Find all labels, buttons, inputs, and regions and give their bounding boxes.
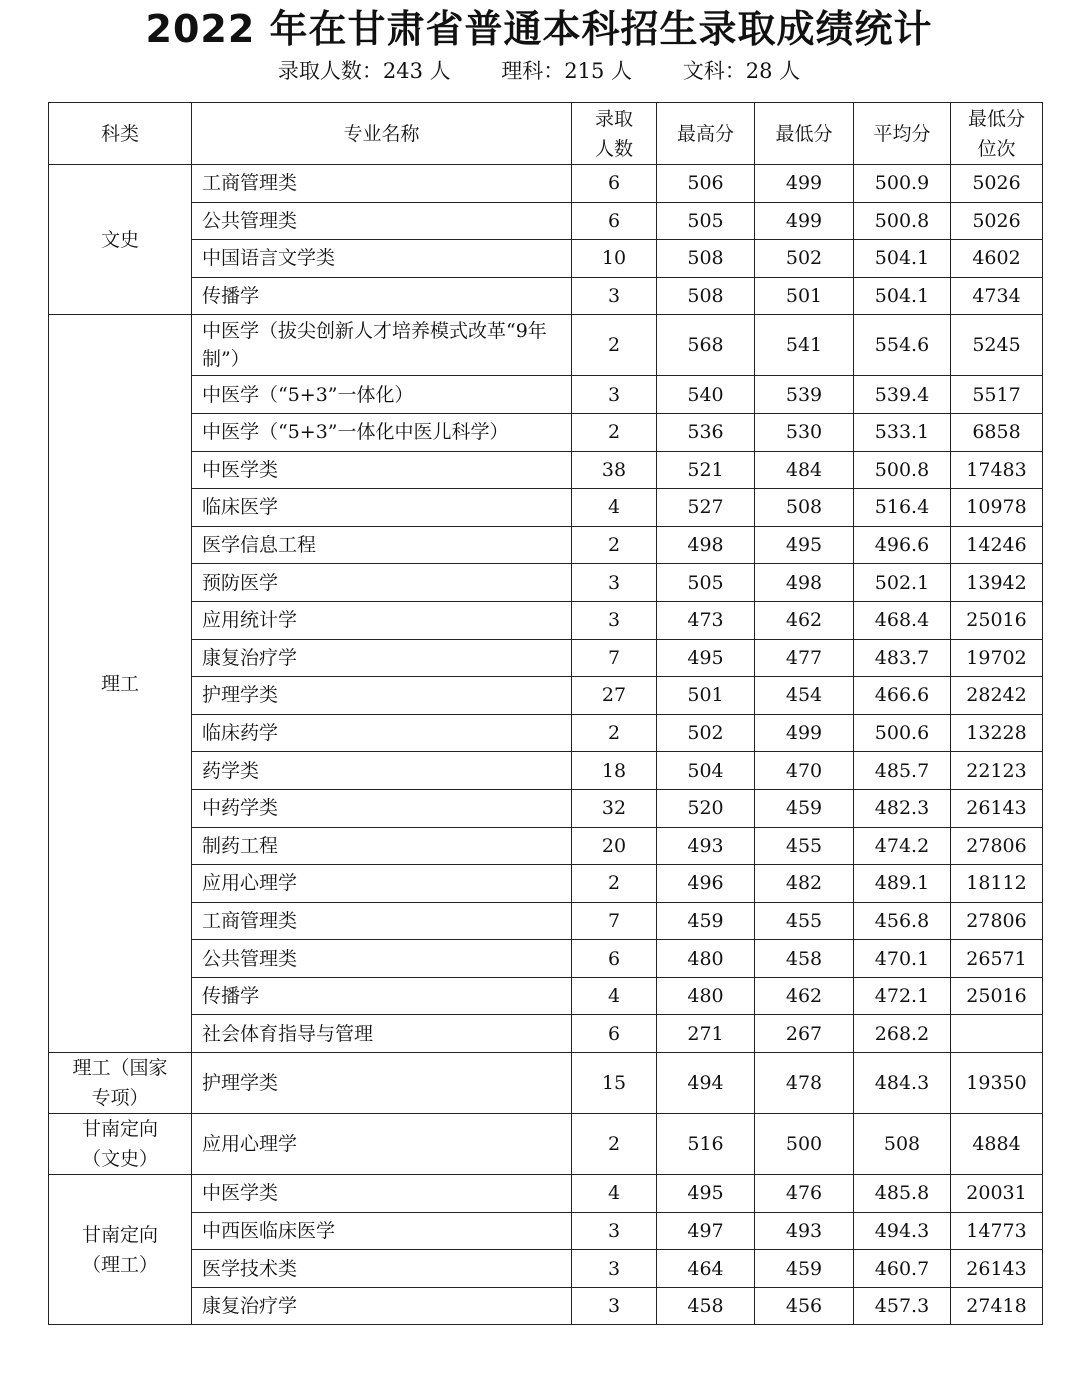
- major-name-cell: 医学信息工程: [192, 526, 572, 564]
- max-score-cell: 520: [657, 789, 755, 827]
- major-name-cell: 中西医临床医学: [192, 1212, 572, 1250]
- min-score-cell: 456: [755, 1287, 854, 1325]
- min-score-cell: 493: [755, 1212, 854, 1250]
- avg-score-cell: 508: [854, 1114, 951, 1175]
- summary-total: 录取人数：243 人: [277, 59, 451, 83]
- major-name-cell: 药学类: [192, 752, 572, 790]
- admitted-count-cell: 6: [572, 940, 657, 978]
- max-score-cell: 502: [657, 714, 755, 752]
- min-score-cell: 477: [755, 639, 854, 677]
- header-min-score: 最低分: [755, 103, 854, 165]
- major-name-cell: 临床医学: [192, 489, 572, 527]
- avg-score-cell: 504.1: [854, 277, 951, 315]
- table-row: [49, 202, 1043, 240]
- avg-score-cell: 500.9: [854, 165, 951, 203]
- avg-score-cell: 268.2: [854, 1015, 951, 1053]
- header-min-rank: 最低分位次: [951, 103, 1043, 165]
- max-score-cell: 501: [657, 677, 755, 715]
- admitted-count-cell: 6: [572, 202, 657, 240]
- major-name-cell: 中医学类: [192, 451, 572, 489]
- max-score-cell: 480: [657, 977, 755, 1015]
- min-rank-cell: 20031: [951, 1175, 1043, 1213]
- header-admitted-count: 录取人数: [572, 103, 657, 165]
- max-score-cell: 473: [657, 601, 755, 639]
- min-rank-cell: 28242: [951, 677, 1043, 715]
- min-score-cell: 541: [755, 315, 854, 376]
- table-row: [49, 240, 1043, 278]
- min-score-cell: 500: [755, 1114, 854, 1175]
- min-rank-cell: 4734: [951, 277, 1043, 315]
- table-row: [49, 165, 1043, 203]
- major-name-cell: 传播学: [192, 977, 572, 1015]
- admitted-count-cell: 4: [572, 489, 657, 527]
- avg-score-cell: 554.6: [854, 315, 951, 376]
- major-name-cell: 临床药学: [192, 714, 572, 752]
- min-score-cell: 539: [755, 376, 854, 414]
- max-score-cell: 527: [657, 489, 755, 527]
- major-name-cell: 传播学: [192, 277, 572, 315]
- table-row: [49, 277, 1043, 315]
- table-row: [49, 1015, 1043, 1053]
- admitted-count-cell: 32: [572, 789, 657, 827]
- admitted-count-cell: 2: [572, 413, 657, 451]
- avg-score-cell: 472.1: [854, 977, 951, 1015]
- max-score-cell: 504: [657, 752, 755, 790]
- admitted-count-cell: 10: [572, 240, 657, 278]
- admitted-count-cell: 2: [572, 315, 657, 376]
- summary-science: 理科：215 人: [501, 59, 633, 83]
- max-score-cell: 459: [657, 902, 755, 940]
- avg-score-cell: 457.3: [854, 1287, 951, 1325]
- avg-score-cell: 539.4: [854, 376, 951, 414]
- max-score-cell: 497: [657, 1212, 755, 1250]
- header-category: 科类: [49, 103, 192, 165]
- table-row: [49, 714, 1043, 752]
- category-cell: [49, 1114, 192, 1175]
- category-label: 理工（国家专项）: [72, 1057, 168, 1110]
- min-rank-cell: 4884: [951, 1114, 1043, 1175]
- admitted-count-cell: 15: [572, 1053, 657, 1114]
- min-score-cell: 499: [755, 202, 854, 240]
- table-row: [49, 752, 1043, 790]
- table-row: [49, 827, 1043, 865]
- major-name-cell: 应用统计学: [192, 601, 572, 639]
- category-label: 甘南定向（文史）: [81, 1118, 158, 1171]
- min-rank-cell: 27806: [951, 827, 1043, 865]
- admitted-count-cell: 2: [572, 714, 657, 752]
- max-score-cell: 508: [657, 240, 755, 278]
- max-score-cell: 516: [657, 1114, 755, 1175]
- min-rank-cell: 25016: [951, 601, 1043, 639]
- header-max-score: 最高分: [657, 103, 755, 165]
- admitted-count-cell: 3: [572, 277, 657, 315]
- min-rank-cell: 6858: [951, 413, 1043, 451]
- min-score-cell: 267: [755, 1015, 854, 1053]
- table-row: [49, 489, 1043, 527]
- category-label: 理工: [100, 672, 139, 695]
- major-name-cell: 预防医学: [192, 564, 572, 602]
- min-score-cell: 462: [755, 977, 854, 1015]
- min-rank-cell: 22123: [951, 752, 1043, 790]
- max-score-cell: 464: [657, 1250, 755, 1288]
- min-score-cell: 458: [755, 940, 854, 978]
- category-label: 文史: [100, 228, 139, 251]
- major-name-cell: 中药学类: [192, 789, 572, 827]
- admitted-count-cell: 27: [572, 677, 657, 715]
- admission-score-table: [48, 102, 1043, 1325]
- admitted-count-cell: 3: [572, 1250, 657, 1288]
- major-name-cell: 公共管理类: [192, 202, 572, 240]
- avg-score-cell: 494.3: [854, 1212, 951, 1250]
- min-score-cell: 499: [755, 714, 854, 752]
- max-score-cell: 506: [657, 165, 755, 203]
- avg-score-cell: 485.8: [854, 1175, 951, 1213]
- min-rank-cell: 26571: [951, 940, 1043, 978]
- major-name-cell: 中国语言文学类: [192, 240, 572, 278]
- min-rank-cell: 25016: [951, 977, 1043, 1015]
- min-score-cell: 495: [755, 526, 854, 564]
- major-name-cell: 社会体育指导与管理: [192, 1015, 572, 1053]
- max-score-cell: 495: [657, 639, 755, 677]
- max-score-cell: 271: [657, 1015, 755, 1053]
- table-row: [49, 677, 1043, 715]
- table-row: [49, 789, 1043, 827]
- min-score-cell: 484: [755, 451, 854, 489]
- table-row: [49, 1250, 1043, 1288]
- min-score-cell: 455: [755, 827, 854, 865]
- major-name-cell: 护理学类: [192, 1053, 572, 1114]
- admitted-count-cell: 18: [572, 752, 657, 790]
- page-title: 2022 年在甘肃省普通本科招生录取成绩统计: [145, 7, 933, 51]
- max-score-cell: 508: [657, 277, 755, 315]
- max-score-cell: 536: [657, 413, 755, 451]
- min-rank-cell: 14773: [951, 1212, 1043, 1250]
- major-name-cell: 医学技术类: [192, 1250, 572, 1288]
- major-name-cell: 工商管理类: [192, 902, 572, 940]
- admitted-count-cell: 7: [572, 639, 657, 677]
- major-name-cell: 中医学（拔尖创新人才培养模式改革“9年制”）: [192, 315, 572, 376]
- max-score-cell: 496: [657, 865, 755, 903]
- major-name-cell: 康复治疗学: [192, 639, 572, 677]
- category-label: 甘南定向（理工）: [81, 1223, 158, 1276]
- min-rank-cell: 26143: [951, 1250, 1043, 1288]
- min-score-cell: 501: [755, 277, 854, 315]
- major-name-cell: 应用心理学: [192, 1114, 572, 1175]
- table-row: [49, 526, 1043, 564]
- min-rank-cell: 13942: [951, 564, 1043, 602]
- avg-score-cell: 482.3: [854, 789, 951, 827]
- min-score-cell: 482: [755, 865, 854, 903]
- avg-score-cell: 502.1: [854, 564, 951, 602]
- avg-score-cell: 466.6: [854, 677, 951, 715]
- max-score-cell: 505: [657, 202, 755, 240]
- min-score-cell: 499: [755, 165, 854, 203]
- min-score-cell: 476: [755, 1175, 854, 1213]
- avg-score-cell: 516.4: [854, 489, 951, 527]
- category-cell: [49, 165, 192, 315]
- admitted-count-cell: 38: [572, 451, 657, 489]
- min-score-cell: 478: [755, 1053, 854, 1114]
- admitted-count-cell: 3: [572, 601, 657, 639]
- avg-score-cell: 485.7: [854, 752, 951, 790]
- min-rank-cell: 14246: [951, 526, 1043, 564]
- table-row: [49, 1114, 1043, 1175]
- category-cell: [49, 1053, 192, 1114]
- major-name-cell: 工商管理类: [192, 165, 572, 203]
- table-row: [49, 902, 1043, 940]
- table-row: [49, 639, 1043, 677]
- min-score-cell: 470: [755, 752, 854, 790]
- major-name-cell: 制药工程: [192, 827, 572, 865]
- min-rank-cell: 19702: [951, 639, 1043, 677]
- max-score-cell: 540: [657, 376, 755, 414]
- min-rank-cell: 5517: [951, 376, 1043, 414]
- min-rank-cell: 19350: [951, 1053, 1043, 1114]
- max-score-cell: 480: [657, 940, 755, 978]
- max-score-cell: 568: [657, 315, 755, 376]
- min-score-cell: 459: [755, 1250, 854, 1288]
- table-row: [49, 1287, 1043, 1325]
- max-score-cell: 494: [657, 1053, 755, 1114]
- table-row: [49, 601, 1043, 639]
- table-row: [49, 977, 1043, 1015]
- admitted-count-cell: 2: [572, 526, 657, 564]
- min-score-cell: 454: [755, 677, 854, 715]
- summary-line: [0, 56, 1078, 86]
- min-score-cell: 462: [755, 601, 854, 639]
- admitted-count-cell: 20: [572, 827, 657, 865]
- min-rank-cell: 27418: [951, 1287, 1043, 1325]
- avg-score-cell: 468.4: [854, 601, 951, 639]
- major-name-cell: 护理学类: [192, 677, 572, 715]
- major-name-cell: 公共管理类: [192, 940, 572, 978]
- min-rank-cell: 5245: [951, 315, 1043, 376]
- max-score-cell: 498: [657, 526, 755, 564]
- table-row: [49, 1212, 1043, 1250]
- min-rank-cell: 4602: [951, 240, 1043, 278]
- min-score-cell: 455: [755, 902, 854, 940]
- min-rank-cell: 5026: [951, 165, 1043, 203]
- table-body: [49, 165, 1043, 1325]
- avg-score-cell: 500.8: [854, 202, 951, 240]
- category-cell: [49, 1175, 192, 1325]
- major-name-cell: 应用心理学: [192, 865, 572, 903]
- min-score-cell: 502: [755, 240, 854, 278]
- admitted-count-cell: 6: [572, 1015, 657, 1053]
- admitted-count-cell: 2: [572, 865, 657, 903]
- min-rank-cell: 18112: [951, 865, 1043, 903]
- avg-score-cell: 456.8: [854, 902, 951, 940]
- table-row: [49, 451, 1043, 489]
- table-row: [49, 564, 1043, 602]
- table-row: [49, 940, 1043, 978]
- min-rank-cell: 17483: [951, 451, 1043, 489]
- min-rank-cell: [951, 1015, 1043, 1053]
- min-rank-cell: 26143: [951, 789, 1043, 827]
- max-score-cell: 495: [657, 1175, 755, 1213]
- table-row: [49, 1053, 1043, 1114]
- min-rank-cell: 5026: [951, 202, 1043, 240]
- avg-score-cell: 533.1: [854, 413, 951, 451]
- avg-score-cell: 483.7: [854, 639, 951, 677]
- admitted-count-cell: 3: [572, 376, 657, 414]
- admitted-count-cell: 4: [572, 977, 657, 1015]
- admitted-count-cell: 3: [572, 1287, 657, 1325]
- max-score-cell: 458: [657, 1287, 755, 1325]
- table-row: [49, 865, 1043, 903]
- min-rank-cell: 10978: [951, 489, 1043, 527]
- min-rank-cell: 13228: [951, 714, 1043, 752]
- major-name-cell: 康复治疗学: [192, 1287, 572, 1325]
- min-rank-cell: 27806: [951, 902, 1043, 940]
- max-score-cell: 505: [657, 564, 755, 602]
- avg-score-cell: 500.6: [854, 714, 951, 752]
- table-row: [49, 1175, 1043, 1213]
- admitted-count-cell: 6: [572, 165, 657, 203]
- avg-score-cell: 496.6: [854, 526, 951, 564]
- avg-score-cell: 484.3: [854, 1053, 951, 1114]
- admitted-count-cell: 3: [572, 564, 657, 602]
- avg-score-cell: 474.2: [854, 827, 951, 865]
- admitted-count-cell: 2: [572, 1114, 657, 1175]
- category-cell: [49, 315, 192, 1053]
- min-score-cell: 498: [755, 564, 854, 602]
- summary-liberal: 文科：28 人: [682, 59, 801, 83]
- admitted-count-cell: 7: [572, 902, 657, 940]
- avg-score-cell: 460.7: [854, 1250, 951, 1288]
- major-name-cell: 中医学（“5+3”一体化）: [192, 376, 572, 414]
- min-score-cell: 530: [755, 413, 854, 451]
- avg-score-cell: 500.8: [854, 451, 951, 489]
- avg-score-cell: 470.1: [854, 940, 951, 978]
- admitted-count-cell: 4: [572, 1175, 657, 1213]
- min-score-cell: 459: [755, 789, 854, 827]
- admitted-count-cell: 3: [572, 1212, 657, 1250]
- max-score-cell: 493: [657, 827, 755, 865]
- header-major-name: 专业名称: [192, 103, 572, 165]
- avg-score-cell: 489.1: [854, 865, 951, 903]
- major-name-cell: 中医学（“5+3”一体化中医儿科学）: [192, 413, 572, 451]
- max-score-cell: 521: [657, 451, 755, 489]
- table-row: [49, 376, 1043, 414]
- major-name-cell: 中医学类: [192, 1175, 572, 1213]
- table-row: [49, 315, 1043, 376]
- header-avg-score: 平均分: [854, 103, 951, 165]
- avg-score-cell: 504.1: [854, 240, 951, 278]
- table-row: [49, 413, 1043, 451]
- min-score-cell: 508: [755, 489, 854, 527]
- table-header-row: [49, 103, 1043, 165]
